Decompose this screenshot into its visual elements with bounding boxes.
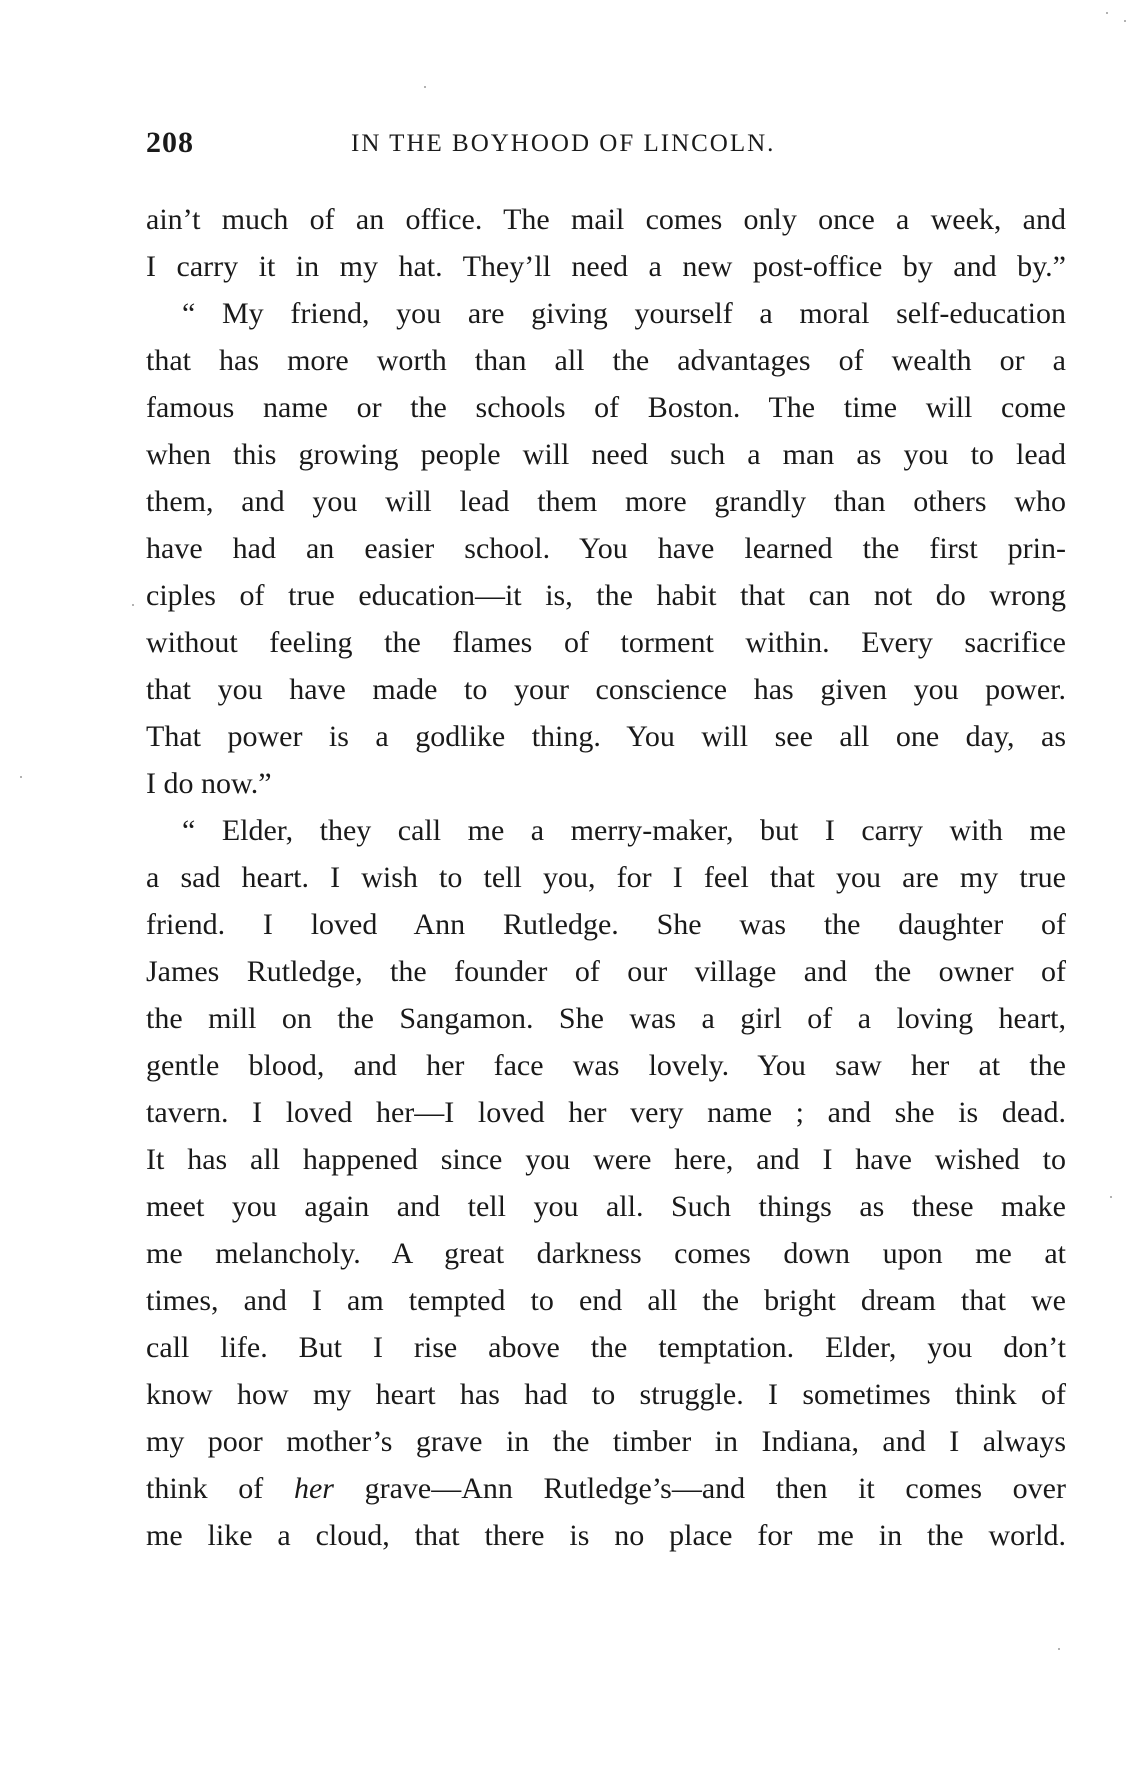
italic-word: her xyxy=(293,1472,334,1505)
text-line: tavern. I loved her—I loved her very name ; and she is dead. xyxy=(146,1096,1066,1129)
paper-speck xyxy=(424,86,426,88)
text-line: James Rutledge, the founder of our village and the owner of xyxy=(146,955,1066,988)
page-number: 208 xyxy=(146,126,194,159)
text-line: That power is a godlike thing. You will see all one day, as xyxy=(146,720,1066,753)
paragraph-last-line: I do now.” xyxy=(146,767,272,800)
text-line: times, and I am tempted to end all the bright dream that we xyxy=(146,1284,1066,1317)
page-header xyxy=(146,126,1066,166)
italic-line-after: grave—Ann Rutledge’s—and then it comes over xyxy=(333,1472,1066,1505)
paper-speck xyxy=(1106,12,1108,14)
text-line: famous name or the schools of Boston. The time will come xyxy=(146,391,1066,424)
text-line: a sad heart. I wish to tell you, for I feel that you are my true xyxy=(146,861,1066,894)
text-line: ciples of true education—it is, the habit that can not do wrong xyxy=(146,579,1066,612)
text-line: It has all happened since you were here, and I have wished to xyxy=(146,1143,1066,1176)
text-line: me like a cloud, that there is no place for me in the world. xyxy=(146,1519,1066,1552)
text-line: the mill on the Sangamon. She was a girl of a loving heart, xyxy=(146,1002,1066,1035)
text-line: call life. But I rise above the temptation. Elder, you don’t xyxy=(146,1331,1066,1364)
text-line: ain’t much of an office. The mail comes only once a week, and xyxy=(146,203,1066,236)
text-line: know how my heart has had to struggle. I sometimes think of xyxy=(146,1378,1066,1411)
paper-speck xyxy=(1110,1196,1112,1198)
text-line: when this growing people will need such a man as you to lead xyxy=(146,438,1066,471)
body-text xyxy=(146,196,1066,1559)
paper-speck xyxy=(20,776,22,778)
text-line: meet you again and tell you all. Such things as these make xyxy=(146,1190,1066,1223)
running-title: IN THE BOYHOOD OF LINCOLN. xyxy=(351,130,776,157)
text-line: have had an easier school. You have learned the first prin- xyxy=(146,532,1066,565)
text-line-with-italic xyxy=(146,1465,1066,1512)
text-line: that has more worth than all the advantages of wealth or a xyxy=(146,344,1066,377)
text-line: gentle blood, and her face was lovely. You saw her at the xyxy=(146,1049,1066,1082)
text-line: without feeling the flames of torment within. Every sacrifice xyxy=(146,626,1066,659)
text-line: I carry it in my hat. They’ll need a new post-office by and by.” xyxy=(146,250,1066,283)
text-line: that you have made to your conscience has given you power. xyxy=(146,673,1066,706)
italic-line-before: think of xyxy=(146,1472,294,1505)
paragraph-first-line: “ My friend, you are giving yourself a moral self-education xyxy=(182,297,1066,330)
paper-speck xyxy=(132,604,134,606)
paragraph-first-line: “ Elder, they call me a merry-maker, but I carry with me xyxy=(182,814,1066,847)
text-line: my poor mother’s grave in the timber in Indiana, and I always xyxy=(146,1425,1066,1458)
paper-speck xyxy=(1058,1648,1060,1650)
text-line: friend. I loved Ann Rutledge. She was the daughter of xyxy=(146,908,1066,941)
text-line: them, and you will lead them more grandly than others who xyxy=(146,485,1066,518)
text-line: me melancholy. A great darkness comes down upon me at xyxy=(146,1237,1066,1270)
paper-speck xyxy=(1124,20,1126,22)
